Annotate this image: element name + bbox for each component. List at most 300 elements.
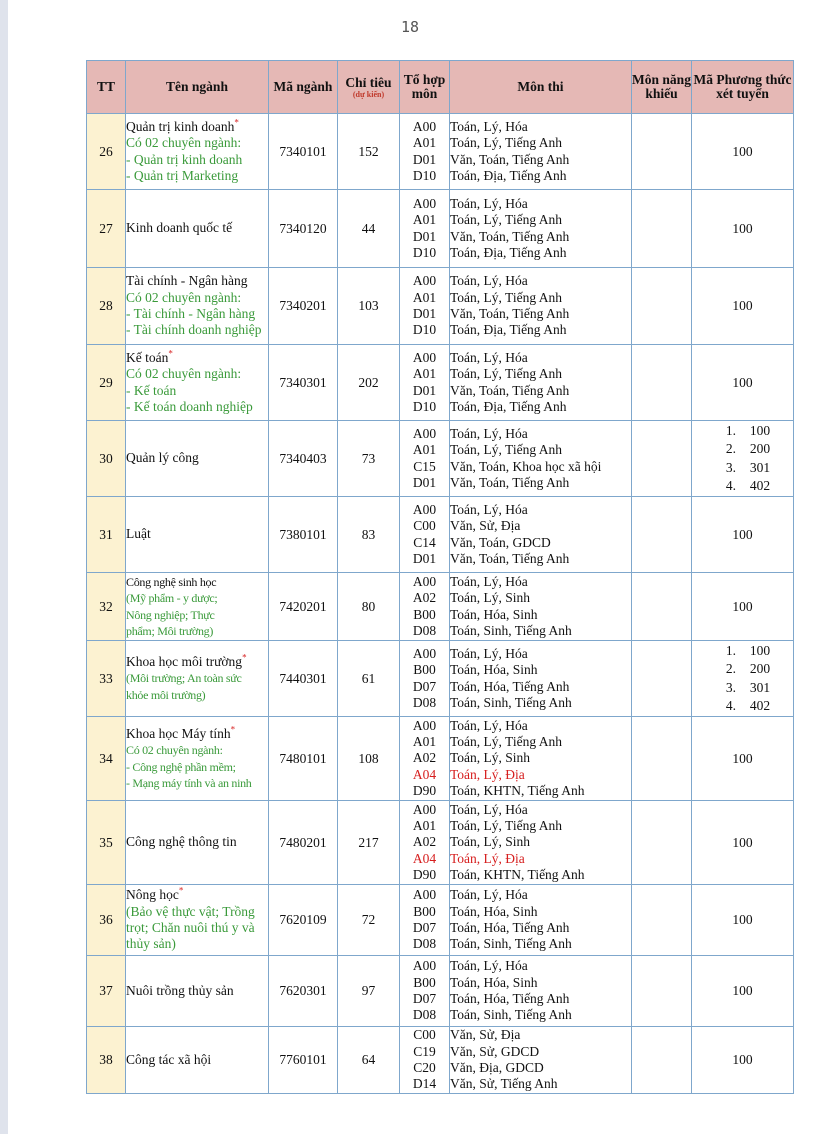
method-index: 4. bbox=[725, 478, 736, 493]
row-number: 28 bbox=[87, 268, 126, 345]
method-code: 100 bbox=[732, 1052, 753, 1067]
row-number: 34 bbox=[87, 717, 126, 801]
subject-group: Toán, Địa, Tiếng Anh bbox=[450, 398, 567, 414]
major-detail: Nông nghiệp; Thực bbox=[126, 607, 215, 622]
subject-group: Văn, Toán, Tiếng Anh bbox=[450, 228, 570, 244]
row-number: 29 bbox=[87, 345, 126, 421]
row-number: 27 bbox=[87, 190, 126, 268]
row-number: 30 bbox=[87, 421, 126, 497]
combo-code: A04 bbox=[412, 850, 437, 866]
subject-group: Toán, Lý, Hóa bbox=[450, 118, 528, 134]
combo-code: A01 bbox=[412, 212, 437, 228]
major-name: Tài chính - Ngân hàng bbox=[126, 273, 248, 289]
combo-code: D10 bbox=[412, 244, 437, 260]
quota: 83 bbox=[338, 497, 400, 573]
major-code: 7340403 bbox=[269, 421, 338, 497]
combo-code: D01 bbox=[412, 382, 437, 398]
method-code: 100 bbox=[732, 912, 753, 927]
subjects-cell bbox=[450, 956, 632, 1027]
major-name: Công tác xã hội bbox=[126, 1051, 212, 1067]
method-item bbox=[692, 660, 793, 679]
subject-group: Toán, Lý, Tiếng Anh bbox=[450, 212, 562, 228]
talent-cell bbox=[632, 268, 692, 345]
combo-code: D07 bbox=[412, 678, 437, 694]
subject-group: Văn, Sử, Tiếng Anh bbox=[450, 1076, 558, 1092]
major-detail: Có 02 chuyên ngành: bbox=[126, 366, 242, 382]
combo-code: A00 bbox=[412, 118, 437, 134]
subject-group: Toán, Lý, Địa bbox=[450, 850, 525, 866]
method-code: 100 bbox=[749, 422, 771, 438]
subject-group: Toán, Lý, Tiếng Anh bbox=[450, 366, 562, 382]
major-name-cell bbox=[126, 641, 269, 717]
combo-cell bbox=[400, 885, 450, 956]
subject-group: Văn, Toán, Tiếng Anh bbox=[450, 382, 570, 398]
subject-group: Toán, Lý, Sinh bbox=[450, 590, 531, 606]
major-detail: - Tài chính - Ngân hàng bbox=[126, 306, 256, 321]
combo-code: D08 bbox=[412, 936, 437, 952]
subject-group: Toán, Hóa, Tiếng Anh bbox=[450, 920, 570, 935]
subject-group: Toán, Hóa, Tiếng Anh bbox=[450, 991, 570, 1006]
combo-code: B00 bbox=[413, 606, 436, 622]
subject-group: Toán, Lý, Hóa bbox=[450, 717, 528, 733]
table-row bbox=[87, 573, 794, 641]
method-cell bbox=[692, 421, 794, 497]
asterisk-mark: * bbox=[230, 724, 236, 735]
major-detail: - Tài chính doanh nghiệp bbox=[126, 322, 262, 338]
method-item bbox=[692, 440, 793, 459]
combo-code: C15 bbox=[413, 458, 436, 474]
combo-code: A01 bbox=[412, 734, 437, 750]
combo-code: B00 bbox=[413, 974, 436, 990]
method-code: 301 bbox=[749, 679, 771, 695]
table-row bbox=[87, 497, 794, 573]
quota: 72 bbox=[338, 885, 400, 956]
method-code: 100 bbox=[732, 526, 753, 542]
table-row bbox=[87, 641, 794, 717]
subject-group: Toán, Lý, Hóa bbox=[450, 273, 528, 289]
subject-group: Văn, Toán, Tiếng Anh bbox=[450, 550, 570, 566]
method-index: 1. bbox=[725, 422, 736, 438]
major-name: Khoa học Máy tính bbox=[126, 725, 231, 741]
method-index: 3. bbox=[725, 679, 736, 695]
combo-code: A00 bbox=[412, 425, 437, 441]
asterisk-mark: * bbox=[168, 348, 173, 359]
quota: 64 bbox=[338, 1027, 400, 1094]
talent-cell bbox=[632, 1027, 692, 1094]
subject-group: Toán, Lý, Hóa bbox=[450, 425, 528, 441]
table-row bbox=[87, 421, 794, 497]
method-cell bbox=[692, 190, 794, 268]
combo-code: A01 bbox=[412, 366, 437, 382]
major-name-cell bbox=[126, 497, 269, 573]
major-detail: - Công nghệ phần mềm; bbox=[126, 759, 236, 774]
talent-cell bbox=[632, 190, 692, 268]
asterisk-mark: * bbox=[234, 117, 239, 128]
method-index: 3. bbox=[725, 459, 736, 475]
method-code: 200 bbox=[749, 661, 771, 676]
page-number: 18 bbox=[400, 18, 420, 36]
talent-cell bbox=[632, 801, 692, 885]
combo-code: A01 bbox=[412, 289, 437, 305]
combo-code: C00 bbox=[413, 1027, 436, 1043]
combo-code: A00 bbox=[412, 273, 437, 289]
combo-cell bbox=[400, 717, 450, 801]
method-code: 100 bbox=[732, 298, 753, 313]
subjects-cell bbox=[450, 641, 632, 717]
subject-group: Toán, Lý, Tiếng Anh bbox=[450, 818, 562, 834]
major-name-cell bbox=[126, 573, 269, 641]
subject-group: Toán, KHTN, Tiếng Anh bbox=[450, 866, 585, 882]
method-index: 2. bbox=[725, 441, 736, 456]
major-name-cell bbox=[126, 801, 269, 885]
row-number: 31 bbox=[87, 497, 126, 573]
major-detail: (Mỹ phẩm - y dược; bbox=[126, 591, 218, 606]
header-quota bbox=[338, 61, 400, 114]
method-cell bbox=[692, 497, 794, 573]
subject-group: Toán, Lý, Tiếng Anh bbox=[450, 442, 562, 458]
method-cell bbox=[692, 641, 794, 717]
subject-group: Toán, Lý, Hóa bbox=[450, 801, 528, 817]
subject-group: Toán, Lý, Sinh bbox=[450, 750, 531, 766]
quota: 217 bbox=[338, 801, 400, 885]
combo-code: B00 bbox=[413, 662, 436, 678]
subject-group: Toán, Lý, Tiếng Anh bbox=[450, 734, 562, 750]
talent-cell bbox=[632, 573, 692, 641]
combo-code: D01 bbox=[412, 306, 437, 321]
method-code: 100 bbox=[732, 220, 753, 236]
subject-group: Toán, Địa, Tiếng Anh bbox=[450, 167, 567, 183]
subjects-cell bbox=[450, 801, 632, 885]
quota: 80 bbox=[338, 573, 400, 641]
major-detail: - Kế toán bbox=[126, 382, 177, 398]
combo-code: D01 bbox=[412, 151, 437, 167]
combo-cell bbox=[400, 268, 450, 345]
method-code: 100 bbox=[749, 642, 771, 658]
talent-cell bbox=[632, 885, 692, 956]
table-header-row bbox=[87, 61, 794, 114]
method-code: 100 bbox=[732, 598, 753, 614]
method-index: 4. bbox=[725, 698, 736, 713]
major-detail: Có 02 chuyên ngành: bbox=[126, 743, 223, 758]
quota: 202 bbox=[338, 345, 400, 421]
combo-cell bbox=[400, 497, 450, 573]
combo-code: D08 bbox=[412, 1007, 437, 1023]
subjects-cell bbox=[450, 345, 632, 421]
method-code: 100 bbox=[732, 374, 753, 390]
combo-code: D01 bbox=[412, 474, 437, 490]
method-code: 402 bbox=[749, 478, 771, 493]
talent-cell bbox=[632, 421, 692, 497]
method-cell bbox=[692, 717, 794, 801]
major-code: 7420201 bbox=[269, 573, 338, 641]
method-item bbox=[692, 679, 793, 698]
combo-code: B00 bbox=[413, 903, 436, 919]
viewer-edge bbox=[0, 0, 8, 1134]
major-code: 7620109 bbox=[269, 885, 338, 956]
major-detail: (Bảo vệ thực vật; Trồng bbox=[126, 903, 255, 919]
method-cell bbox=[692, 1027, 794, 1094]
subject-group: Toán, Lý, Hóa bbox=[450, 501, 528, 517]
major-name-cell bbox=[126, 885, 269, 956]
major-detail: (Môi trường; An toàn sức bbox=[126, 671, 242, 686]
combo-cell bbox=[400, 190, 450, 268]
combo-code: D01 bbox=[412, 228, 437, 244]
subject-group: Toán, Hóa, Sinh bbox=[450, 974, 538, 990]
method-code: 200 bbox=[749, 441, 771, 456]
talent-cell bbox=[632, 345, 692, 421]
major-code: 7620301 bbox=[269, 956, 338, 1027]
method-code: 100 bbox=[732, 750, 753, 766]
major-code: 7340101 bbox=[269, 114, 338, 190]
row-number: 26 bbox=[87, 114, 126, 190]
subjects-cell bbox=[450, 717, 632, 801]
combo-code: D08 bbox=[412, 622, 437, 638]
subject-group: Văn, Địa, GDCD bbox=[450, 1060, 544, 1075]
subjects-cell bbox=[450, 885, 632, 956]
combo-code: A00 bbox=[412, 717, 437, 733]
combo-code: A01 bbox=[412, 135, 437, 151]
major-code: 7340120 bbox=[269, 190, 338, 268]
method-index: 1. bbox=[725, 642, 736, 658]
talent-cell bbox=[632, 497, 692, 573]
method-cell bbox=[692, 573, 794, 641]
subjects-cell bbox=[450, 268, 632, 345]
header-talent: Môn năng khiếu bbox=[632, 61, 692, 114]
subjects-cell bbox=[450, 421, 632, 497]
quota: 103 bbox=[338, 268, 400, 345]
subject-group: Toán, KHTN, Tiếng Anh bbox=[450, 782, 585, 798]
combo-code: D14 bbox=[412, 1076, 437, 1092]
subject-group: Toán, Lý, Hóa bbox=[450, 349, 528, 365]
talent-cell bbox=[632, 641, 692, 717]
major-code: 7760101 bbox=[269, 1027, 338, 1094]
table-row bbox=[87, 885, 794, 956]
combo-code: A02 bbox=[412, 834, 437, 850]
major-name-cell bbox=[126, 190, 269, 268]
combo-cell bbox=[400, 421, 450, 497]
subject-group: Toán, Địa, Tiếng Anh bbox=[450, 322, 567, 338]
quota: 97 bbox=[338, 956, 400, 1027]
method-item bbox=[692, 459, 793, 478]
subject-group: Toán, Hóa, Sinh bbox=[450, 662, 538, 678]
major-name-cell bbox=[126, 1027, 269, 1094]
combo-cell bbox=[400, 641, 450, 717]
major-detail: Có 02 chuyên ngành: bbox=[126, 289, 242, 305]
method-cell bbox=[692, 801, 794, 885]
subject-group: Toán, Sinh, Tiếng Anh bbox=[450, 694, 572, 710]
major-name: Nuôi trồng thủy sản bbox=[126, 982, 234, 998]
combo-cell bbox=[400, 573, 450, 641]
combo-code: C00 bbox=[413, 518, 436, 534]
major-name-cell bbox=[126, 956, 269, 1027]
method-cell bbox=[692, 956, 794, 1027]
subject-group: Toán, Hóa, Sinh bbox=[450, 903, 538, 919]
combo-code: A00 bbox=[412, 887, 437, 903]
subject-group: Văn, Toán, Khoa học xã hội bbox=[450, 458, 602, 474]
major-code: 7340301 bbox=[269, 345, 338, 421]
subject-group: Toán, Lý, Sinh bbox=[450, 834, 531, 850]
combo-code: C14 bbox=[413, 534, 436, 550]
row-number: 32 bbox=[87, 573, 126, 641]
subjects-cell bbox=[450, 190, 632, 268]
row-number: 35 bbox=[87, 801, 126, 885]
major-name: Công nghệ sinh học bbox=[126, 574, 217, 589]
major-name: Nông học bbox=[126, 887, 179, 903]
method-code: 100 bbox=[732, 143, 753, 159]
quota: 61 bbox=[338, 641, 400, 717]
subject-group: Toán, Địa, Tiếng Anh bbox=[450, 244, 567, 260]
combo-cell bbox=[400, 956, 450, 1027]
combo-code: D07 bbox=[412, 991, 437, 1006]
major-detail: - Kế toán doanh nghiệp bbox=[126, 398, 253, 414]
subject-group: Văn, Sử, GDCD bbox=[450, 1043, 540, 1059]
combo-code: D10 bbox=[412, 322, 437, 338]
method-index: 2. bbox=[725, 661, 736, 676]
subject-group: Toán, Lý, Hóa bbox=[450, 958, 528, 974]
major-name-cell bbox=[126, 717, 269, 801]
subjects-cell bbox=[450, 497, 632, 573]
header-quota-note: (dự kiến) bbox=[352, 89, 385, 99]
combo-cell bbox=[400, 1027, 450, 1094]
table-row bbox=[87, 717, 794, 801]
subject-group: Toán, Lý, Hóa bbox=[450, 195, 528, 211]
combo-code: C19 bbox=[413, 1043, 436, 1059]
method-code: 100 bbox=[732, 983, 753, 998]
quota: 108 bbox=[338, 717, 400, 801]
subject-group: Văn, Toán, Tiếng Anh bbox=[450, 474, 570, 490]
subject-group: Văn, Toán, Tiếng Anh bbox=[450, 306, 570, 321]
header-combo: Tổ hợp môn bbox=[400, 61, 450, 114]
subject-group: Văn, Sử, Địa bbox=[450, 518, 521, 534]
table-row bbox=[87, 801, 794, 885]
subject-group: Toán, Sinh, Tiếng Anh bbox=[450, 936, 572, 952]
talent-cell bbox=[632, 717, 692, 801]
major-detail: thủy sản) bbox=[126, 936, 176, 952]
table-row bbox=[87, 190, 794, 268]
quota: 73 bbox=[338, 421, 400, 497]
combo-code: A00 bbox=[412, 958, 437, 974]
major-name: Luật bbox=[126, 526, 151, 542]
subjects-cell bbox=[450, 573, 632, 641]
talent-cell bbox=[632, 956, 692, 1027]
combo-code: D90 bbox=[412, 866, 437, 882]
method-code: 301 bbox=[749, 459, 771, 475]
subject-group: Toán, Lý, Địa bbox=[450, 766, 525, 782]
combo-code: A00 bbox=[412, 349, 437, 365]
combo-code: D08 bbox=[412, 694, 437, 710]
major-name-cell bbox=[126, 421, 269, 497]
table-body bbox=[87, 114, 794, 1094]
subject-group: Văn, Sử, Địa bbox=[450, 1027, 521, 1043]
major-detail: trọt; Chăn nuôi thú y và bbox=[126, 920, 255, 935]
combo-code: A00 bbox=[412, 801, 437, 817]
table-row bbox=[87, 956, 794, 1027]
method-cell bbox=[692, 114, 794, 190]
major-detail: khỏe môi trường) bbox=[126, 687, 206, 702]
method-item bbox=[692, 477, 793, 496]
row-number: 36 bbox=[87, 885, 126, 956]
combo-cell bbox=[400, 345, 450, 421]
major-name: Kế toán bbox=[126, 349, 169, 365]
table-row bbox=[87, 268, 794, 345]
method-item bbox=[692, 642, 793, 661]
table-row bbox=[87, 1027, 794, 1094]
method-cell bbox=[692, 885, 794, 956]
subject-group: Toán, Lý, Tiếng Anh bbox=[450, 289, 562, 305]
quota: 44 bbox=[338, 190, 400, 268]
method-list bbox=[692, 642, 793, 716]
subject-group: Toán, Hóa, Tiếng Anh bbox=[450, 678, 570, 694]
subjects-cell bbox=[450, 1027, 632, 1094]
header-name: Tên ngành bbox=[126, 61, 269, 114]
major-name: Quản trị kinh doanh bbox=[126, 118, 235, 134]
major-detail: - Quản trị Marketing bbox=[126, 167, 239, 183]
row-number: 33 bbox=[87, 641, 126, 717]
method-code: 100 bbox=[732, 834, 753, 850]
method-item bbox=[692, 697, 793, 716]
major-detail: - Quản trị kinh doanh bbox=[126, 151, 243, 167]
combo-code: A01 bbox=[412, 442, 437, 458]
subject-group: Toán, Lý, Hóa bbox=[450, 573, 528, 589]
combo-cell bbox=[400, 801, 450, 885]
asterisk-mark: * bbox=[178, 885, 184, 896]
header-method: Mã Phương thức xét tuyển bbox=[692, 61, 794, 114]
combo-code: A00 bbox=[412, 573, 437, 589]
talent-cell bbox=[632, 114, 692, 190]
combo-code: D01 bbox=[412, 550, 437, 566]
combo-code: A01 bbox=[412, 818, 437, 834]
header-quota-label: Chỉ tiêu bbox=[345, 74, 392, 90]
combo-code: D10 bbox=[412, 398, 437, 414]
combo-code: A00 bbox=[412, 501, 437, 517]
combo-code: A00 bbox=[412, 195, 437, 211]
combo-code: C20 bbox=[413, 1060, 436, 1075]
table-row bbox=[87, 114, 794, 190]
subject-group: Toán, Lý, Hóa bbox=[450, 887, 528, 903]
combo-cell bbox=[400, 114, 450, 190]
subject-group: Toán, Sinh, Tiếng Anh bbox=[450, 1007, 572, 1023]
major-detail: - Mạng máy tính và an ninh bbox=[126, 775, 252, 790]
major-name: Quản lý công bbox=[126, 450, 199, 466]
method-code: 402 bbox=[749, 698, 771, 713]
quota: 152 bbox=[338, 114, 400, 190]
major-detail: phẩm; Môi trường) bbox=[126, 623, 214, 638]
major-code: 7440301 bbox=[269, 641, 338, 717]
major-code: 7340201 bbox=[269, 268, 338, 345]
combo-code: A02 bbox=[412, 750, 437, 766]
admissions-table bbox=[86, 60, 794, 1094]
major-name: Khoa học môi trường bbox=[126, 654, 243, 670]
row-number: 37 bbox=[87, 956, 126, 1027]
major-name: Công nghệ thông tin bbox=[126, 834, 237, 850]
method-cell bbox=[692, 345, 794, 421]
method-list bbox=[692, 422, 793, 496]
header-subjects: Môn thi bbox=[450, 61, 632, 114]
header-tt: TT bbox=[87, 61, 126, 114]
subject-group: Toán, Sinh, Tiếng Anh bbox=[450, 622, 572, 638]
table-row bbox=[87, 345, 794, 421]
subject-group: Văn, Toán, Tiếng Anh bbox=[450, 151, 570, 167]
combo-code: D90 bbox=[412, 782, 437, 798]
combo-code: D07 bbox=[412, 920, 437, 935]
subject-group: Văn, Toán, GDCD bbox=[450, 534, 551, 550]
major-code: 7480201 bbox=[269, 801, 338, 885]
major-name-cell bbox=[126, 345, 269, 421]
subject-group: Toán, Lý, Hóa bbox=[450, 645, 528, 661]
subjects-cell bbox=[450, 114, 632, 190]
header-code: Mã ngành bbox=[269, 61, 338, 114]
asterisk-mark: * bbox=[242, 652, 247, 663]
